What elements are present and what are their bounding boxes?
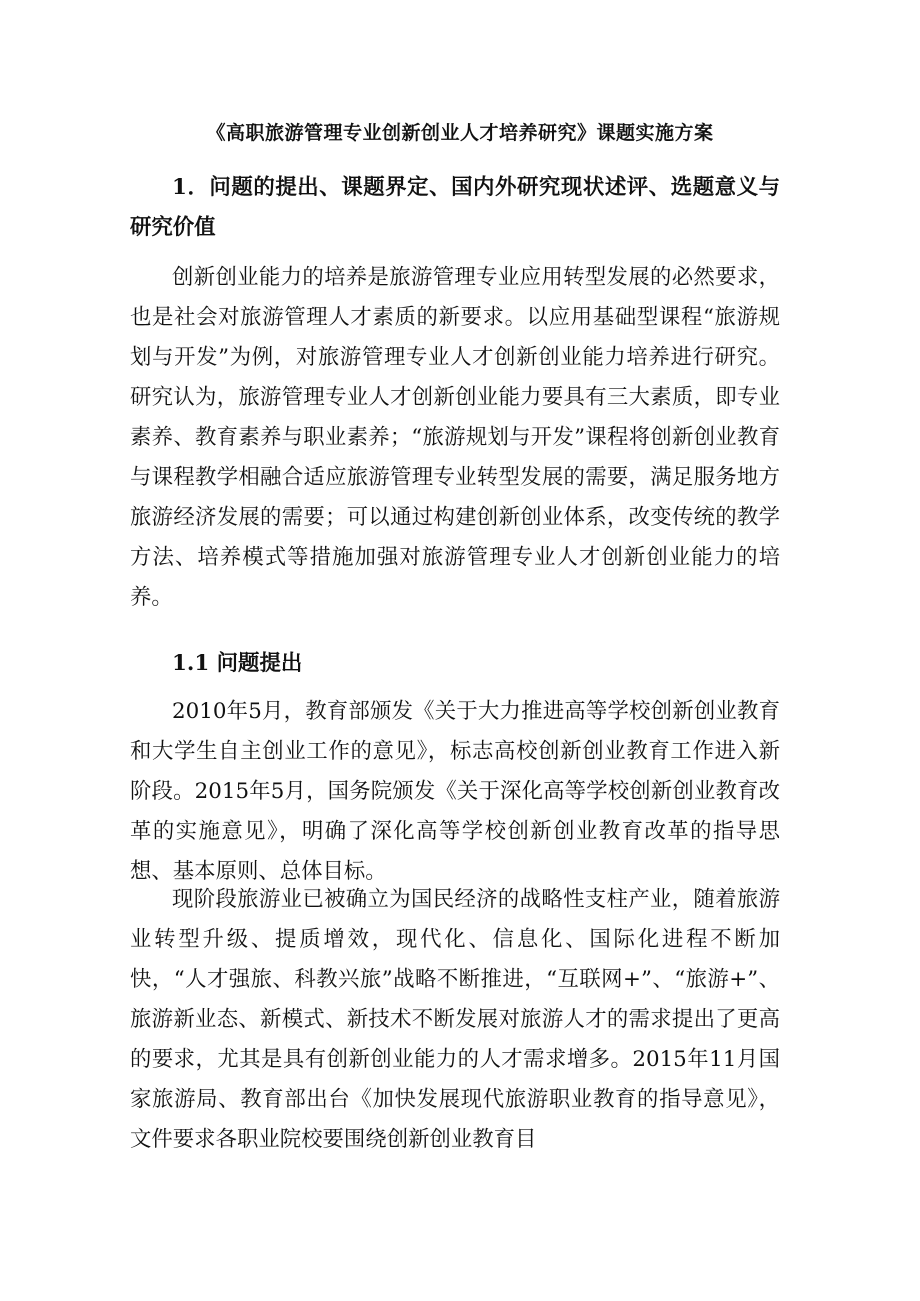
subsection-1-1-paragraph-1: 2010年5月，教育部颁发《关于大力推进高等学校创新创业教育和大学生自主创业工作的意见》，标志高校创新创业教育工作进入新阶段。2015年5月，国务院颁发《关于深化高等学校创新创业教育改革的实施意见》，明确了深化高等学校创新创业教育改革的指导思想、基本原则、总体目标。: [130, 699, 780, 884]
document-title: 《高职旅游管理专业创新创业人才培养研究》课题实施方案: [206, 122, 714, 144]
section-1-heading: 1．问题的提出、课题界定、国内外研究现状述评、选题意义与研究价值: [130, 175, 780, 240]
subsection-1-1-heading: 1.1 问题提出: [172, 651, 303, 676]
subsection-1-1-paragraph-2: 现阶段旅游业已被确立为国民经济的战略性支柱产业，随着旅游业转型升级、提质增效，现代化、信息化、国际化进程不断加快，“人才强旅、科教兴旅”战略不断推进，“互联网+”、“旅游+”、旅游新业态、新模式、新技术不断发展对旅游人才的需求提出了更高的要求，尤其是具有创新创业能力的人才需求增多。2015年11月国家旅游局、教育部出台《加快发展现代旅游职业教育的指导意见》，文件要求各职业院校要围绕创新创业教育目: [130, 887, 780, 1152]
section-1-paragraph: 创新创业能力的培养是旅游管理专业应用转型发展的必然要求，也是社会对旅游管理人才素质的新要求。以应用基础型课程“旅游规划与开发”为例，对旅游管理专业人才创新创业能力培养进行研究。研究认为，旅游管理专业人才创新创业能力要具有三大素质，即专业素养、教育素养与职业素养；“旅游规划与开发”课程将创新创业教育与课程教学相融合适应旅游管理专业转型发展的需要，满足服务地方旅游经济发展的需要；可以通过构建创新创业体系，改变传统的教学方法、培养模式等措施加强对旅游管理专业人才创新创业能力的培养。: [130, 265, 780, 610]
